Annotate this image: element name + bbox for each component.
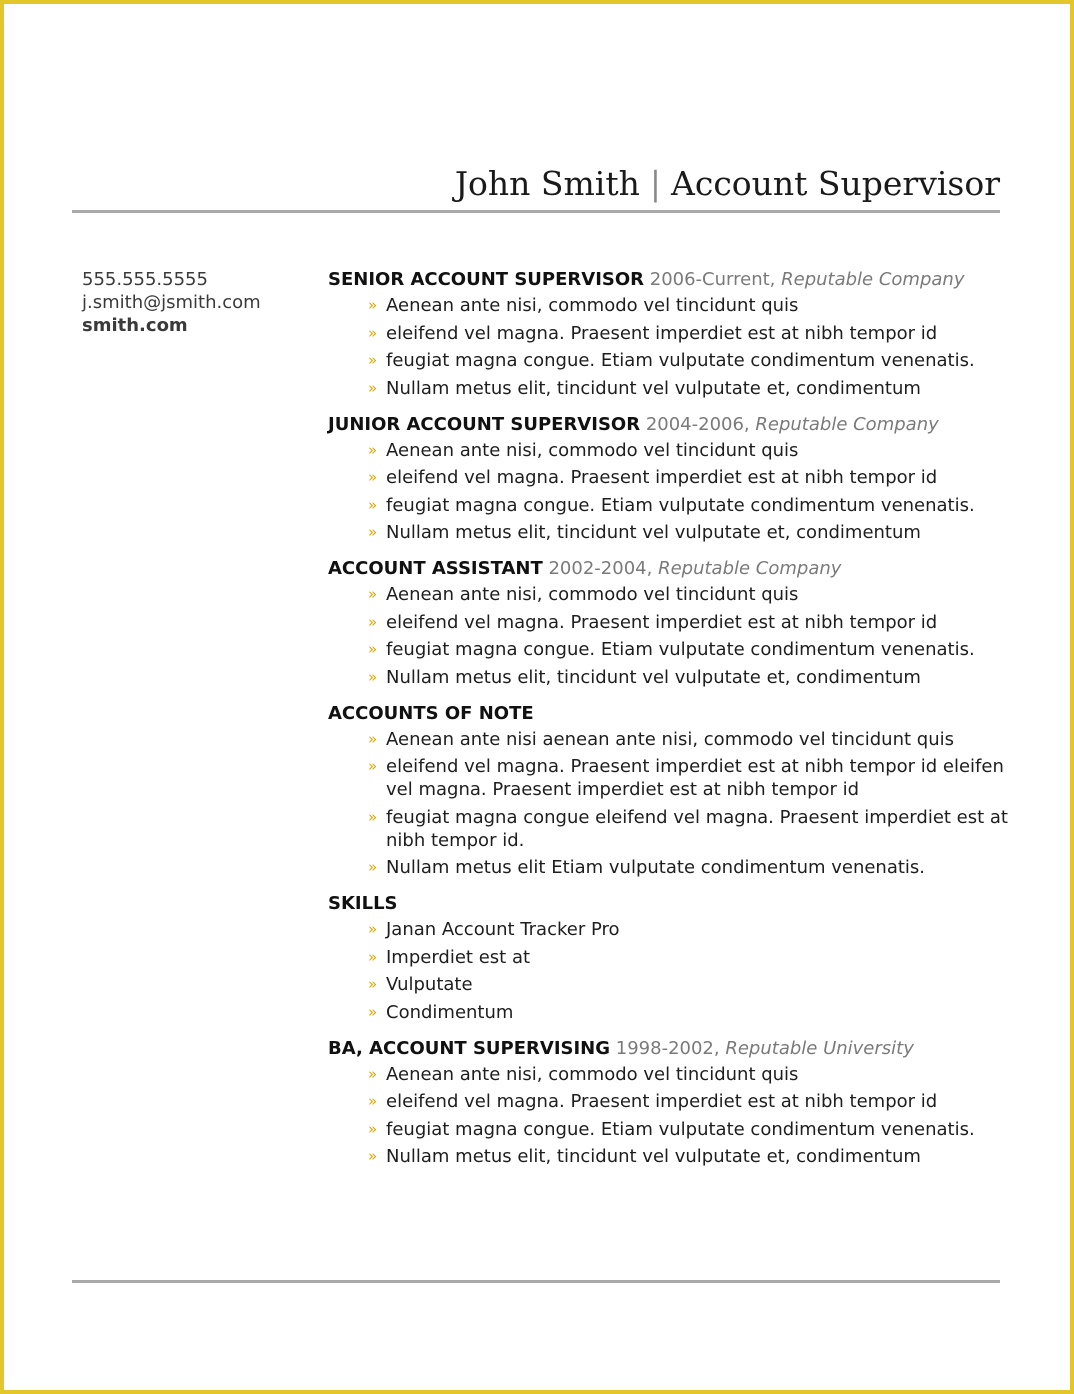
list-item-text: Aenean ante nisi, commodo vel tincidunt quis [386,295,799,316]
resume-section [328,557,1018,689]
list-item [368,806,1018,852]
list-item [368,666,1018,689]
resume-section [328,702,1018,880]
section-title: SENIOR ACCOUNT SUPERVISOR [328,269,645,290]
list-item-text: feugiat magna congue eleifend vel magna. Praesent imperdiet est at nibh tempor id. [386,806,1008,851]
chevron-bullet-icon: » [368,468,378,486]
section-dates: 2006-Current, [649,269,776,290]
resume-section [328,268,1018,400]
list-item [368,728,1018,751]
chevron-bullet-icon: » [368,585,378,603]
list-item-text: eleifend vel magna. Praesent imperdiet est at nibh tempor id [386,322,938,344]
section-title: JUNIOR ACCOUNT SUPERVISOR [328,413,641,435]
chevron-bullet-icon: » [368,975,378,993]
section-title: BA, ACCOUNT SUPERVISING [328,1037,611,1059]
section-dates: 2002-2004, [548,558,653,579]
chevron-bullet-icon: » [368,1002,378,1021]
list-item-text: Imperdiet est at [386,946,531,968]
chevron-bullet-icon: » [368,947,378,966]
bullet-list [328,583,1018,689]
bullet-list [328,439,1018,545]
list-item-text: Aenean ante nisi, commodo vel tincidunt quis [386,439,799,461]
email-link[interactable]: j.smith@jsmith.com [82,292,261,313]
list-item [368,1145,1018,1168]
list-item [368,973,1018,996]
list-item-text: Aenean ante nisi, commodo vel tincidunt quis [386,1063,799,1085]
list-item [368,1090,1018,1113]
list-item [368,439,1018,462]
list-item [368,466,1018,489]
chevron-bullet-icon: » [368,1119,378,1138]
chevron-bullet-icon: » [368,296,378,314]
page-title [455,164,1000,203]
chevron-bullet-icon: » [368,667,378,686]
chevron-bullet-icon: » [368,807,378,826]
chevron-bullet-icon: » [368,1064,378,1083]
chevron-bullet-icon: » [368,757,378,775]
list-item [368,583,1018,606]
list-item [368,856,1018,879]
list-item [368,1063,1018,1086]
list-item [368,521,1018,544]
list-item [368,494,1018,517]
bullet-list [328,728,1018,880]
bullet-list [328,294,1018,400]
list-item [368,377,1018,400]
list-item-text: feugiat magna congue. Etiam vulputate condimentum venenatis. [386,1118,975,1140]
list-item-text: feugiat magna congue. Etiam vulputate condimentum venenatis. [386,639,975,660]
section-heading [328,1037,1018,1060]
list-item-text: Nullam metus elit, tincidunt vel vulputate et, condimentum [386,666,921,688]
list-item [368,349,1018,372]
chevron-bullet-icon: » [368,729,378,748]
list-item [368,918,1018,941]
list-item-text: Nullam metus elit, tincidunt vel vulputate et, condimentum [386,522,921,543]
resume-section [328,413,1018,545]
list-item-text: feugiat magna congue. Etiam vulputate condimentum venenatis. [386,350,975,371]
resume-section [328,1037,1018,1169]
chevron-bullet-icon: » [368,323,378,342]
chevron-bullet-icon: » [368,351,378,369]
list-item-text: eleifend vel magna. Praesent imperdiet est at nibh tempor id [386,611,938,633]
chevron-bullet-icon: » [368,523,378,541]
chevron-bullet-icon: » [368,378,378,397]
section-organization: Reputable Company [781,269,965,290]
chevron-bullet-icon: » [368,495,378,514]
contact-info [82,268,261,337]
list-item [368,1001,1018,1024]
header-divider [72,210,1000,213]
list-item-text: eleifend vel magna. Praesent imperdiet est at nibh tempor id [386,1091,938,1112]
job-title: Account Supervisor [671,164,1000,203]
title-separator: | [649,164,661,203]
section-organization: Reputable Company [658,558,842,579]
section-dates: 2004-2006, [645,413,750,435]
list-item [368,755,1018,801]
chevron-bullet-icon: » [368,1092,378,1110]
chevron-bullet-icon: » [368,858,378,876]
section-heading [328,557,1018,580]
list-item-text: Aenean ante nisi aenean ante nisi, commodo vel tincidunt quis [386,728,954,750]
list-item [368,611,1018,634]
section-heading [328,268,1018,291]
section-organization: Reputable University [725,1037,914,1059]
bullet-list [328,1063,1018,1169]
list-item [368,638,1018,661]
chevron-bullet-icon: » [368,920,378,938]
list-item-text: Janan Account Tracker Pro [386,919,620,940]
phone-number: 555.555.5555 [82,269,208,290]
section-dates: 1998-2002, [615,1037,720,1059]
list-item-text: feugiat magna congue. Etiam vulputate condimentum venenatis. [386,494,975,516]
section-organization: Reputable Company [755,413,939,435]
list-item-text: Condimentum [386,1001,514,1023]
chevron-bullet-icon: » [368,1147,378,1165]
section-heading [328,892,1018,915]
list-item-text: Aenean ante nisi, commodo vel tincidunt quis [386,584,799,605]
chevron-bullet-icon: » [368,612,378,631]
list-item-text: Nullam metus elit, tincidunt vel vulputate et, condimentum [386,377,921,399]
list-item [368,1118,1018,1141]
list-item-text: Nullam metus elit Etiam vulputate condimentum venenatis. [386,857,926,878]
list-item-text: eleifend vel magna. Praesent imperdiet est at nibh tempor id [386,467,938,488]
resume-sections [328,268,1018,1181]
section-title: SKILLS [328,893,398,914]
resume-section [328,892,1018,1024]
list-item-text: eleifend vel magna. Praesent imperdiet est at nibh tempor id eleifen vel magna. Praesent imperdiet est at nibh tempor id [386,756,1004,800]
chevron-bullet-icon: » [368,440,378,459]
section-title: ACCOUNTS OF NOTE [328,702,534,724]
list-item-text: Vulputate [386,974,473,995]
bullet-list [328,918,1018,1024]
footer-divider [72,1280,1000,1283]
person-name: John Smith [454,164,640,203]
section-heading [328,413,1018,436]
list-item-text: Nullam metus elit, tincidunt vel vulputate et, condimentum [386,1146,921,1167]
website-link[interactable]: smith.com [82,315,188,336]
list-item [368,322,1018,345]
list-item [368,946,1018,969]
section-title: ACCOUNT ASSISTANT [328,558,543,579]
chevron-bullet-icon: » [368,640,378,658]
list-item [368,294,1018,317]
section-heading [328,702,1018,725]
